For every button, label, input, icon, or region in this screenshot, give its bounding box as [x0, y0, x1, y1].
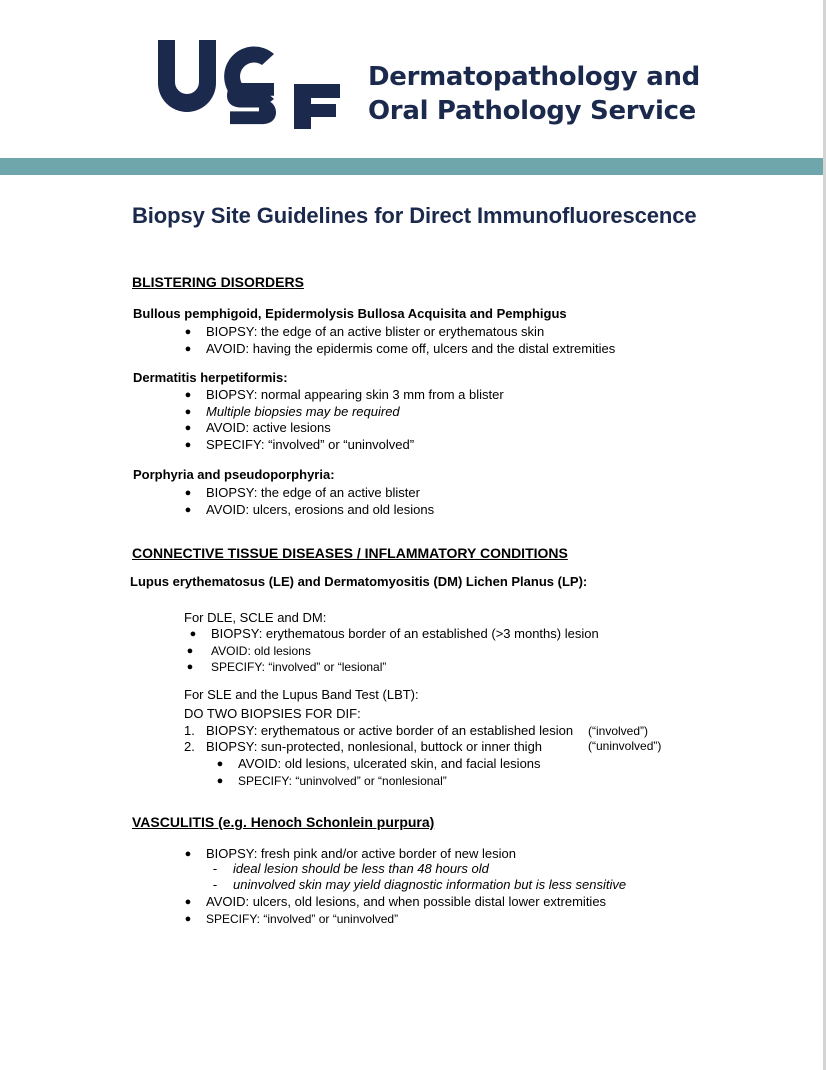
dash-icon: - — [212, 877, 218, 892]
dle-intro: For DLE, SCLE and DM: — [184, 610, 327, 625]
bullet-icon: ● — [184, 503, 192, 516]
bullet-icon: ● — [184, 326, 192, 338]
numbered-item — [184, 739, 543, 754]
bullet-icon: ● — [184, 912, 192, 925]
bullet-icon: ● — [186, 644, 194, 657]
list-item: ● SPECIFY: “uninvolved” or “nonlesional” — [238, 773, 541, 790]
list-item: ● AVOID: old lesions — [211, 643, 599, 660]
list-item: ● BIOPSY: fresh pink and/or active border of new lesion — [206, 846, 516, 863]
subheading-dh: Dermatitis herpetiformis: — [133, 370, 288, 385]
list-item: ● AVOID: ulcers, erosions and old lesions — [206, 502, 434, 519]
list-item: ● AVOID: having the epidermis come off, ulcers and the distal extremities — [206, 341, 615, 358]
uninvolved-note: (“uninvolved”) — [588, 739, 662, 753]
bullet-icon: ● — [184, 487, 192, 499]
subheading-bullous: Bullous pemphigoid, Epidermolysis Bullosa Acquisita and Pemphigus — [133, 306, 567, 321]
list-sle — [216, 756, 541, 789]
item-text: BIOPSY: erythematous or active border of an established lesion — [206, 723, 574, 738]
service-line-1: Dermatopathology and — [368, 62, 700, 92]
section-heading-blistering: BLISTERING DISORDERS — [132, 274, 304, 290]
vasculitis-heading-text: VASCULITIS (e.g. Henoch Schonlein purpura) — [132, 814, 435, 830]
section-heading-connective: CONNECTIVE TISSUE DISEASES / INFLAMMATORY CONDITIONS — [132, 545, 568, 561]
section-heading-vasculitis — [132, 814, 434, 830]
bullet-icon: ● — [184, 389, 192, 401]
page-title: Biopsy Site Guidelines for Direct Immunofluorescence — [132, 203, 697, 228]
bullet-icon: ● — [216, 774, 224, 787]
list-item: ● BIOPSY: the edge of an active blister or erythematous skin — [206, 324, 615, 341]
bullet-icon: ● — [184, 896, 192, 908]
bullet-icon: ● — [186, 661, 194, 673]
list-item: ● SPECIFY: “involved” or “uninvolved” — [206, 437, 504, 454]
sle-intro: For SLE and the Lupus Band Test (LBT): — [184, 687, 419, 702]
subheading-lupus: Lupus erythematosus (LE) and Dermatomyositis (DM) Lichen Planus (LP): — [130, 574, 588, 589]
list-item: - ideal lesion should be less than 48 hours old — [233, 861, 626, 877]
bullet-icon: ● — [184, 848, 192, 860]
list-item: ● SPECIFY: “involved” or “uninvolved” — [206, 911, 606, 928]
list-item: ● AVOID: ulcers, old lesions, and when possible distal lower extremities — [206, 894, 606, 911]
list-dh — [184, 387, 504, 453]
list-porphyria — [184, 485, 435, 518]
list-item: ● Multiple biopsies may be required — [206, 404, 504, 421]
list-vasculitis-2 — [184, 894, 607, 927]
numbered-item — [184, 723, 574, 738]
sle-instruction: DO TWO BIOPSIES FOR DIF: — [184, 706, 361, 721]
list-item: ● AVOID: old lesions, ulcerated skin, and facial lesions — [238, 756, 541, 773]
list-item: - uninvolved skin may yield diagnostic information but is less sensitive — [233, 877, 626, 893]
list-vasculitis-dash — [212, 861, 627, 893]
list-bullous — [184, 324, 616, 357]
item-text: BIOPSY: sun-protected, nonlesional, buttock or inner thigh — [206, 739, 543, 754]
involved-note: (“involved”) — [588, 724, 649, 738]
bullet-icon: ● — [189, 628, 197, 640]
bullet-icon: ● — [184, 405, 192, 418]
ucsf-logo — [156, 38, 342, 130]
header-band — [0, 158, 823, 175]
list-item: ● BIOPSY: the edge of an active blister — [206, 485, 434, 502]
list-dle — [186, 626, 599, 676]
bullet-icon: ● — [184, 438, 192, 451]
list-item: ● AVOID: active lesions — [206, 420, 504, 437]
list-item: ● BIOPSY: normal appearing skin 3 mm from a blister — [206, 387, 504, 404]
bullet-icon: ● — [184, 342, 192, 355]
bullet-icon: ● — [184, 422, 192, 434]
dash-icon: - — [212, 861, 218, 876]
item-number: 1. — [184, 723, 195, 738]
item-number: 2. — [184, 739, 195, 754]
subheading-porphyria: Porphyria and pseudoporphyria: — [133, 467, 335, 482]
service-name — [368, 60, 700, 128]
bullet-icon: ● — [216, 758, 224, 770]
service-line-2: Oral Pathology Service — [368, 96, 697, 126]
list-item: ● BIOPSY: erythematous border of an established (>3 months) lesion — [211, 626, 599, 643]
list-item: ● SPECIFY: “involved” or “lesional” — [211, 659, 599, 676]
